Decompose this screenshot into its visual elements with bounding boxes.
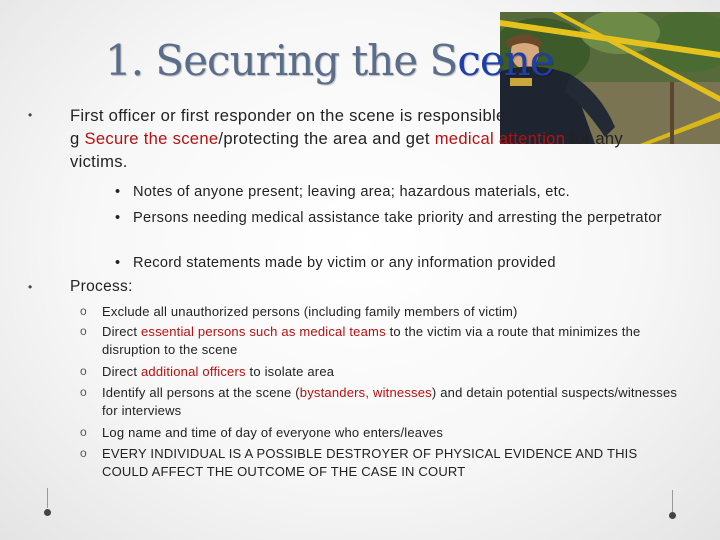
circle-bullet-glyph: o — [80, 446, 87, 460]
process-item-text — [80, 384, 680, 420]
circle-bullet-glyph: o — [80, 425, 87, 439]
circle-bullet-glyph: o — [80, 324, 87, 338]
process-item-text — [80, 303, 680, 321]
process-item-text — [80, 323, 680, 359]
circle-bullet-glyph: o — [80, 385, 87, 399]
circle-bullet-glyph: o — [80, 364, 87, 378]
sub-item-text: Persons needing medical assistance take priority and arresting the perpetrator — [133, 210, 662, 226]
process-item — [80, 363, 680, 381]
process-item-part-a: Log name and time of day of everyone who enters/leaves — [102, 425, 444, 440]
process-bullet-glyph: • — [28, 280, 33, 294]
process-item — [80, 384, 680, 420]
process-item-highlight: additional officers — [140, 364, 246, 379]
bullet-1-part-2: g — [70, 129, 85, 148]
sub-item-text: Notes of anyone present; leaving area; hazardous materials, etc. — [133, 184, 570, 200]
process-item-highlight: essential persons such as medical teams — [140, 324, 386, 339]
sub-bullet-glyph: • — [115, 210, 121, 226]
corner-dot-left — [44, 509, 51, 516]
process-item-part-a: EVERY INDIVIDUAL IS A POSSIBLE DESTROYER OF PHYSICAL EVIDENCE AND THIS COULD AFFECT THE OUTCOME OF THE CASE IN COURT — [102, 446, 638, 479]
process-heading — [18, 278, 133, 296]
sub-bullet-glyph: • — [115, 184, 121, 200]
process-item — [80, 323, 680, 359]
bullet-1-part-1: First officer or first responder on the scene is responsible — [70, 106, 506, 125]
circle-bullet-glyph: o — [80, 304, 87, 318]
corner-line-left — [47, 488, 48, 508]
sub-bullet-glyph: • — [115, 255, 121, 271]
corner-line-right — [672, 490, 673, 512]
bullet-1-part-4: for any victims. — [70, 129, 623, 171]
process-item-part-a: Exclude all unauthorized persons (including family members of victim) — [102, 304, 518, 319]
sub-item — [115, 183, 675, 202]
process-item-part-b: ) and detain potential suspects/witnesses for interviews — [102, 385, 678, 418]
process-item-part-a: Direct — [102, 324, 141, 339]
process-label: Process: — [70, 278, 133, 295]
process-item-part-a: Identify all persons at the scene ( — [102, 385, 300, 400]
bullet-1-glyph: • — [28, 108, 33, 122]
process-item-text — [80, 363, 680, 381]
process-item — [80, 303, 680, 321]
process-item-part-b: to isolate area — [245, 364, 335, 379]
corner-dot-right — [669, 512, 676, 519]
bullet-1-part-3: /protecting the area and get — [218, 129, 435, 148]
bullet-1-text — [18, 104, 678, 173]
process-item — [80, 424, 680, 442]
sub-item-text: Record statements made by victim or any information provided — [133, 255, 556, 271]
slide-title-accent: cene — [457, 36, 554, 85]
process-item-highlight: bystanders, witnesses — [299, 385, 432, 400]
bullet-first-responder — [18, 104, 678, 173]
slide-title — [105, 36, 554, 85]
sub-item — [115, 254, 675, 273]
process-item-part-a: Direct — [102, 364, 141, 379]
process-item — [80, 445, 680, 481]
sub-item — [115, 209, 675, 228]
slide-title-main: 1. Securing the S — [105, 36, 458, 85]
bullet-1-highlight-secure: Secure the scene — [84, 129, 219, 148]
process-item-part-b: to the victim via a route that minimizes the disruption to the scene — [102, 324, 641, 357]
bullet-1-highlight-medical: medical attention — [434, 129, 566, 148]
process-item-text — [80, 445, 680, 481]
process-item-text — [80, 424, 680, 442]
